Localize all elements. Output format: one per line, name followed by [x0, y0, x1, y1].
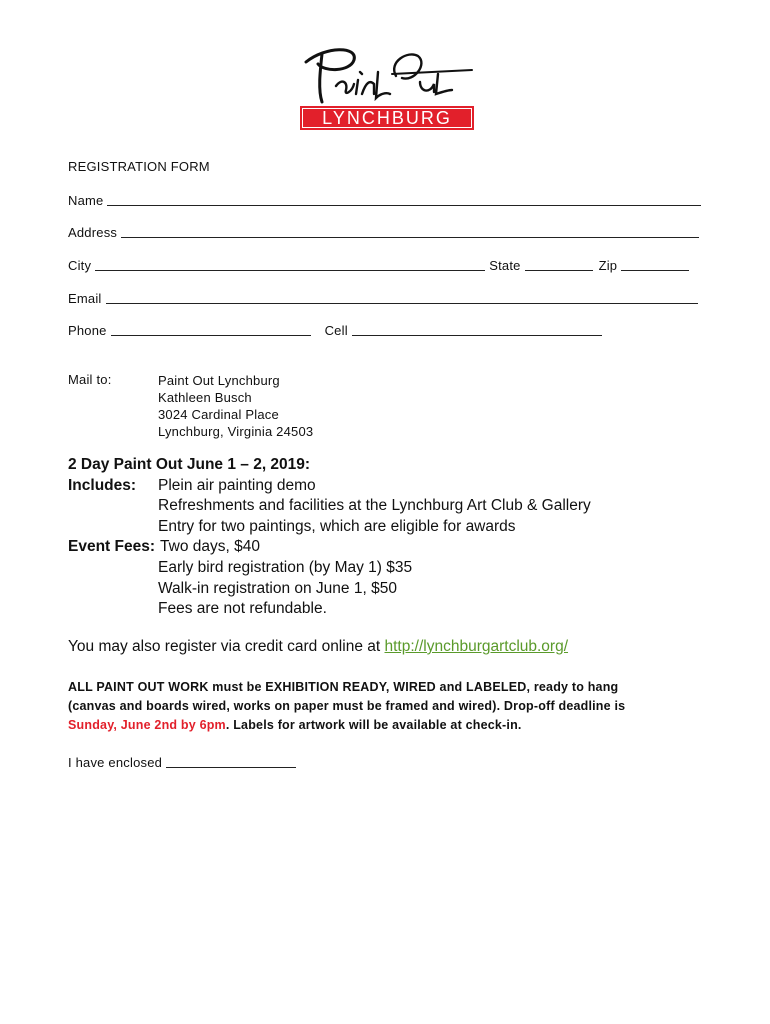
name-label: Name	[68, 193, 104, 208]
includes-item: Entry for two paintings, which are eligible for awards	[158, 517, 516, 535]
form-title: REGISTRATION FORM	[68, 159, 210, 174]
lynchburg-banner: LYNCHBURG	[300, 106, 474, 130]
address-field-row	[68, 225, 699, 240]
phone-label: Phone	[68, 323, 107, 338]
mail-line: Kathleen Busch	[158, 390, 252, 405]
name-blank[interactable]	[107, 204, 701, 206]
notice-line	[68, 716, 625, 735]
address-blank[interactable]	[121, 236, 699, 238]
phone-cell-row	[68, 323, 602, 338]
cell-label: Cell	[324, 323, 348, 338]
notice-line: ALL PAINT OUT WORK must be EXHIBITION READY, WIRED and LABELED, ready to hang	[68, 680, 619, 694]
notice-rest: . Labels for artwork will be available at check-in.	[225, 718, 522, 732]
city-blank[interactable]	[95, 269, 485, 271]
cell-blank[interactable]	[352, 334, 602, 336]
includes-label: Includes:	[68, 476, 137, 494]
deadline-text: Sunday, June 2nd by 6pm	[68, 718, 226, 732]
state-label: State	[489, 258, 521, 273]
online-registration	[68, 638, 568, 656]
address-label: Address	[68, 225, 118, 240]
fee-item: Fees are not refundable.	[158, 600, 327, 618]
exhibition-notice	[68, 678, 625, 735]
club-website-link[interactable]: http://lynchburgartclub.org/	[384, 638, 569, 655]
event-details	[68, 455, 591, 620]
includes-item: Refreshments and facilities at the Lynchburg Art Club & Gallery	[158, 497, 591, 515]
city-label: City	[68, 258, 92, 273]
name-field-row	[68, 193, 701, 208]
enclosed-row	[68, 755, 296, 770]
email-label: Email	[68, 291, 102, 306]
fees-label: Event Fees:	[68, 538, 156, 556]
fee-item: Early bird registration (by May 1) $35	[158, 558, 413, 576]
mail-line: Lynchburg, Virginia 24503	[158, 424, 314, 439]
mail-line: Paint Out Lynchburg	[158, 373, 280, 388]
online-text: You may also register via credit card online at	[68, 638, 381, 655]
email-blank[interactable]	[106, 302, 698, 304]
zip-blank[interactable]	[621, 269, 689, 271]
mailing-address	[158, 372, 313, 440]
event-heading: 2 Day Paint Out June 1 – 2, 2019:	[68, 456, 311, 473]
city-state-zip-row	[68, 258, 689, 273]
includes-item: Plein air painting demo	[158, 476, 316, 494]
includes-row	[68, 476, 591, 497]
state-blank[interactable]	[525, 269, 593, 271]
fee-item: Two days, $40	[160, 538, 260, 556]
zip-label: Zip	[598, 258, 618, 273]
phone-blank[interactable]	[111, 334, 311, 336]
paint-out-lynchburg-logo	[296, 42, 476, 130]
enclosed-blank[interactable]	[166, 766, 296, 768]
notice-line: (canvas and boards wired, works on paper must be framed and wired). Drop-off deadline is	[68, 699, 626, 713]
enclosed-label: I have enclosed	[68, 755, 163, 770]
fees-row	[68, 537, 591, 558]
fee-item: Walk-in registration on June 1, $50	[158, 579, 397, 597]
mail-line: 3024 Cardinal Place	[158, 407, 279, 422]
mail-to-label: Mail to:	[68, 372, 112, 387]
email-field-row	[68, 291, 698, 306]
paint-out-script-logo	[296, 42, 476, 106]
